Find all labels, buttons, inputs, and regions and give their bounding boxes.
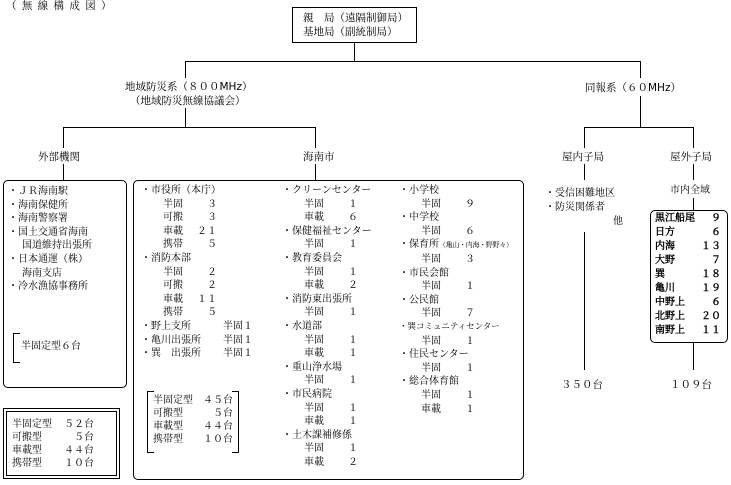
branch-row: ・亀川出張所 半固１ — [141, 334, 253, 346]
equip-row: 半固 １ — [421, 389, 475, 401]
equip-row: 半固 ３ — [163, 198, 217, 210]
facility-name: ・水道部 — [282, 320, 322, 332]
equip-row: 車載 ２ — [304, 456, 358, 468]
facility-name: ・重山浄水場 — [282, 361, 342, 373]
list-item: ・受信困難地区 — [545, 188, 615, 199]
list-item: ・海南保健所 — [8, 199, 68, 211]
indoor-list — [545, 187, 615, 214]
external-title: 外部機関 — [38, 151, 80, 163]
outdoor-title: 屋外子局 — [670, 151, 712, 163]
equip-row: 半固 １ — [421, 362, 475, 374]
equip-row: 半固 ２ — [163, 266, 217, 278]
total-row — [12, 457, 94, 470]
total-row: 半固定型 ４５台 — [153, 395, 233, 406]
top-node-line2: 基地局（副統制局） — [303, 26, 398, 38]
equip-row: 半固 ７ — [421, 308, 475, 320]
facility-name: ・住民センター — [399, 349, 469, 361]
equip-row: 半固 １ — [421, 335, 475, 347]
outdoor-count: １０９台 — [670, 379, 712, 391]
total-row: 携帯型 １０台 — [153, 434, 233, 445]
diagram-title: （ 無 線 構 成 図 ） — [6, 0, 113, 12]
total-row — [12, 418, 94, 431]
facility-name: ・教育委員会 — [282, 252, 342, 264]
facility-name: ・公民館 — [399, 294, 439, 306]
total-row — [12, 431, 94, 444]
facility-name: ・消防本部 — [141, 252, 191, 264]
equip-row: 車載 １ — [304, 416, 358, 428]
total-label: 可搬型 — [12, 432, 42, 443]
facility-name: ・保育所（亀山・内海・野野々） — [399, 239, 513, 251]
total-row: 車載型 ４４台 — [153, 421, 233, 432]
branch-800-sublabel: （地域防災無線協議会） — [130, 95, 246, 107]
equip-row: 可搬 ３ — [163, 212, 217, 224]
indoor-count: ３５０台 — [561, 379, 603, 391]
external-summary-bracket — [13, 333, 20, 363]
facility-name: ・保健福祉センター — [282, 225, 372, 237]
equip-row: 半固 １ — [304, 334, 358, 346]
area-row: 巽 １８ — [655, 269, 721, 280]
total-row: 可搬型 ５台 — [153, 408, 233, 419]
equip-row: 携帯 ５ — [163, 239, 217, 251]
total-row — [12, 444, 94, 457]
indoor-title: 屋内子局 — [562, 151, 604, 163]
total-value: １０台 — [64, 458, 94, 469]
total-label: 携帯型 — [12, 458, 42, 469]
facility-name: ・巽コミュニティセンター — [399, 321, 500, 332]
kainan-col2 — [282, 184, 372, 469]
branch-row: ・巽 出張所 半固１ — [141, 348, 253, 360]
list-item: ・国土交通省海南 — [8, 226, 88, 238]
equip-row: 車載 ２１ — [163, 225, 217, 237]
equip-row: 車載 ６ — [304, 212, 358, 224]
facility-name: ・市民会館 — [399, 267, 449, 279]
facility-name: ・土木課補修係 — [282, 429, 352, 441]
equip-row: 半固 １ — [304, 402, 358, 414]
external-list — [8, 185, 92, 294]
equip-row: 車載 ２ — [304, 280, 358, 292]
list-item: ・冷水漁協事務所 — [8, 281, 88, 293]
nursery-note: （亀山・内海・野野々） — [439, 241, 513, 250]
total-value: ５２台 — [64, 419, 94, 430]
kainan-col3 — [399, 184, 513, 416]
equip-row: 携帯 ５ — [163, 307, 217, 319]
area-row: 中野上 ６ — [655, 297, 721, 308]
list-item: ・防災関係者 — [545, 201, 605, 213]
list-item: ・海南警察署 — [8, 213, 68, 225]
equip-row: 半固 ６ — [421, 225, 475, 237]
total-label: 半固定型 — [12, 419, 52, 430]
kainan-col1 — [141, 184, 253, 361]
area-row: 日方 ６ — [655, 227, 721, 238]
equip-row: 車載 １ — [304, 348, 358, 360]
equip-row: 半固 １ — [304, 198, 358, 210]
equip-row: 半固 １ — [304, 266, 358, 278]
area-row: 内海 １３ — [655, 241, 721, 252]
facility-name: ・中学校 — [399, 212, 439, 224]
equip-row: 半固 １ — [304, 307, 358, 319]
facility-name: ・総合体育館 — [399, 376, 459, 388]
kainan-total-bracket-right — [232, 391, 239, 453]
outdoor-area: 市内全域 — [670, 185, 710, 196]
area-row: 南野上 １１ — [655, 325, 721, 336]
kainan-total-table — [153, 394, 233, 446]
equip-row: 半固 ９ — [421, 198, 475, 210]
list-item: ・ＪＲ海南駅 — [8, 186, 68, 197]
branch-row: ・野上支所 半固１ — [141, 320, 253, 332]
facility-name: ・市役所（本庁） — [141, 185, 221, 196]
list-item: ・日本通運（株） — [8, 253, 88, 265]
total-label: 車載型 — [12, 445, 42, 456]
facility-name: ・市民病院 — [282, 388, 332, 400]
area-row: 黒江船尾 ９ — [655, 213, 721, 224]
total-value: ４４台 — [64, 445, 94, 456]
list-item: 国道維持出張所 — [22, 240, 92, 252]
area-row: 亀川 １９ — [655, 283, 721, 294]
equip-row: 半固 １ — [304, 443, 358, 455]
equip-row: 半固 １ — [421, 281, 475, 293]
equip-row: 車載 １ — [421, 403, 475, 415]
external-summary: 半固定型６台 — [21, 341, 81, 352]
outdoor-table — [655, 212, 721, 338]
facility-name: ・クリーンセンター — [282, 185, 372, 196]
facility-name: ・小学校 — [399, 185, 439, 196]
branch-60-label: 同報系（６０MHz） — [585, 82, 681, 94]
branch-800-label: 地域防災系（８００MHz） — [125, 81, 253, 93]
equip-row: 半固 １ — [304, 375, 358, 387]
equip-row: 可搬 ２ — [163, 280, 217, 292]
list-item: 海南支店 — [22, 267, 62, 279]
indoor-other: 他 — [613, 216, 623, 227]
kainan-title: 海南市 — [303, 151, 335, 163]
top-node-line1: 親 局（遠隔制御局） — [303, 12, 408, 24]
area-row: 北野上 ２０ — [655, 311, 721, 322]
equip-row: 半固 １ — [304, 239, 358, 251]
area-row: 大野 ７ — [655, 255, 721, 266]
equip-row: 半固 ３ — [421, 253, 475, 265]
grand-total-table — [12, 418, 94, 470]
total-value: ５台 — [74, 432, 94, 443]
facility-name: ・消防東出張所 — [282, 293, 352, 305]
equip-row: 車載 １１ — [163, 293, 217, 305]
